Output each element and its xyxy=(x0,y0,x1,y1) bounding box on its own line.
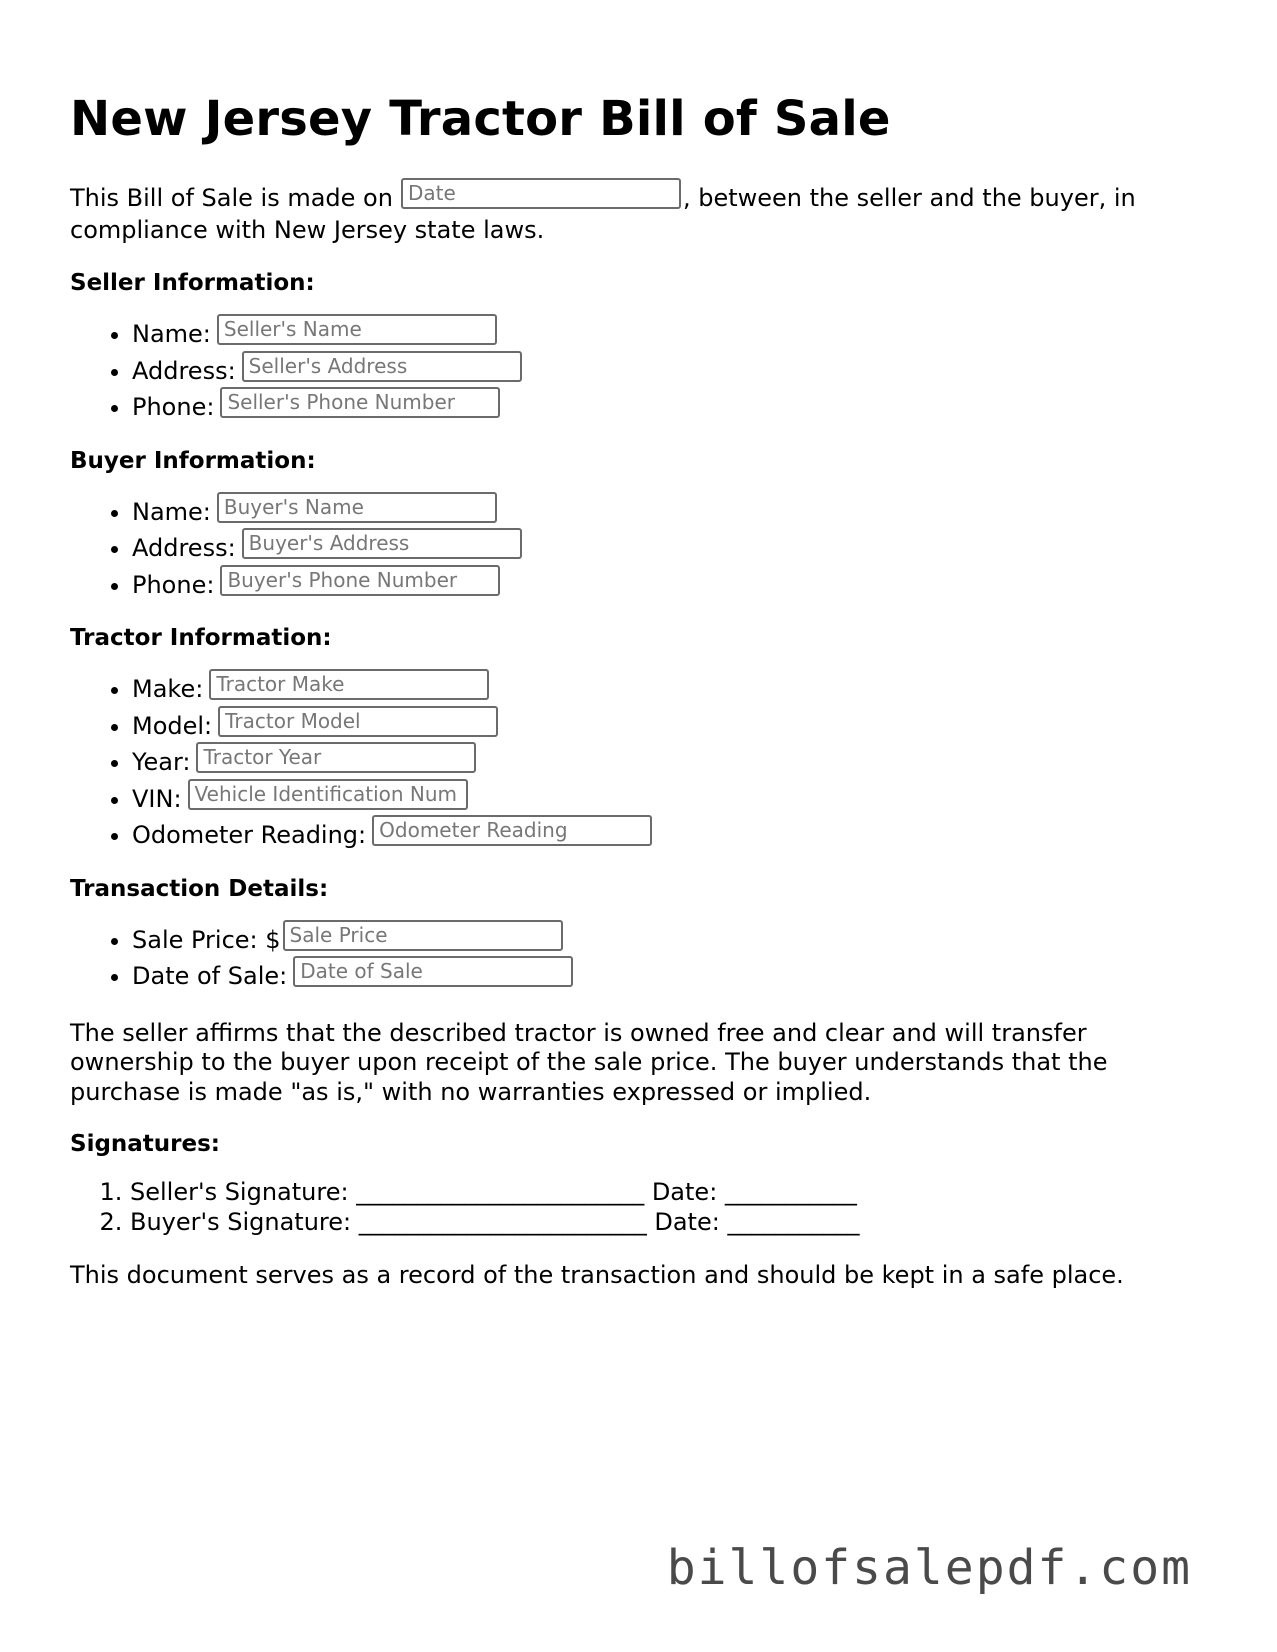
date-of-sale-field[interactable]: Date of Sale xyxy=(293,956,573,987)
signatures-heading: Signatures: xyxy=(70,1131,221,1157)
document-title: New Jersey Tractor Bill of Sale xyxy=(70,91,891,147)
list-item xyxy=(132,779,1230,816)
buyer-address-label: Address: xyxy=(132,534,236,562)
list-item xyxy=(132,956,1230,993)
tractor-make-field[interactable]: Tractor Make xyxy=(209,669,489,700)
watermark: billofsalepdf.com xyxy=(666,1540,1192,1596)
list-item xyxy=(132,387,1230,424)
list-item xyxy=(132,815,1230,852)
list-item xyxy=(132,669,1230,706)
tractor-odometer-label: Odometer Reading: xyxy=(132,821,367,849)
seller-list xyxy=(70,314,1230,424)
list-item xyxy=(132,351,1230,388)
intro-after: , between the seller and the buyer, in compliance with New Jersey state laws. xyxy=(70,184,1136,244)
list-item xyxy=(132,742,1230,779)
tractor-year-label: Year: xyxy=(132,748,191,776)
buyer-list xyxy=(70,492,1230,602)
buyer-phone-label: Phone: xyxy=(132,570,215,599)
seller-phone-field[interactable]: Seller's Phone Number xyxy=(220,387,500,418)
tractor-make-label: Make: xyxy=(132,675,204,703)
buyer-name-label: Name: xyxy=(132,497,211,526)
closing-paragraph: This document serves as a record of the transaction and should be kept in a safe place. xyxy=(70,1261,1124,1289)
list-item xyxy=(132,920,1230,957)
transaction-list xyxy=(70,920,1230,993)
seller-signature-line: 1. Seller's Signature: ________________________ Date: ___________ xyxy=(130,1177,1230,1207)
list-item xyxy=(132,314,1230,351)
affirmation-paragraph: The seller affirms that the described tractor is owned free and clear and will transfer ownership to the buyer upon receipt of the sale price. The buyer understands that the purchase is made "as is," with no warranties expressed or implied. xyxy=(70,1018,1108,1106)
tractor-vin-field[interactable]: Vehicle Identification Num xyxy=(188,779,468,810)
seller-address-field[interactable]: Seller's Address xyxy=(242,351,522,382)
seller-name-label: Name: xyxy=(132,320,211,348)
buyer-address-field[interactable]: Buyer's Address xyxy=(242,528,522,559)
buyer-phone-field[interactable]: Buyer's Phone Number xyxy=(220,565,500,596)
tractor-model-field[interactable]: Tractor Model xyxy=(218,706,498,737)
date-of-sale-label: Date of Sale: xyxy=(132,962,288,990)
sale-price-field[interactable]: Sale Price xyxy=(283,920,563,951)
list-item xyxy=(132,706,1230,743)
list-item xyxy=(132,492,1230,529)
tractor-model-label: Model: xyxy=(132,711,213,740)
seller-name-field[interactable]: Seller's Name xyxy=(217,314,497,345)
transaction-heading: Transaction Details: xyxy=(70,875,329,902)
intro-before: This Bill of Sale is made on xyxy=(70,184,393,212)
buyer-signature-line: 2. Buyer's Signature: ________________________ Date: ___________ xyxy=(130,1207,1230,1237)
tractor-odometer-field[interactable]: Odometer Reading xyxy=(372,815,652,846)
seller-address-label: Address: xyxy=(132,356,236,385)
list-item xyxy=(132,565,1230,602)
tractor-year-field[interactable]: Tractor Year xyxy=(196,742,476,773)
document-page xyxy=(70,0,1230,1291)
signatures-list xyxy=(70,1177,1230,1237)
tractor-vin-label: VIN: xyxy=(132,784,182,813)
buyer-name-field[interactable]: Buyer's Name xyxy=(217,492,497,523)
tractor-heading: Tractor Information: xyxy=(70,625,332,651)
seller-phone-label: Phone: xyxy=(132,393,215,421)
tractor-list xyxy=(70,669,1230,852)
sale-price-label: Sale Price: $ xyxy=(132,925,281,954)
buyer-heading: Buyer Information: xyxy=(70,447,316,474)
intro-paragraph xyxy=(70,178,1180,246)
seller-heading: Seller Information: xyxy=(70,270,315,296)
date-field[interactable]: Date xyxy=(401,178,681,209)
list-item xyxy=(132,528,1230,565)
